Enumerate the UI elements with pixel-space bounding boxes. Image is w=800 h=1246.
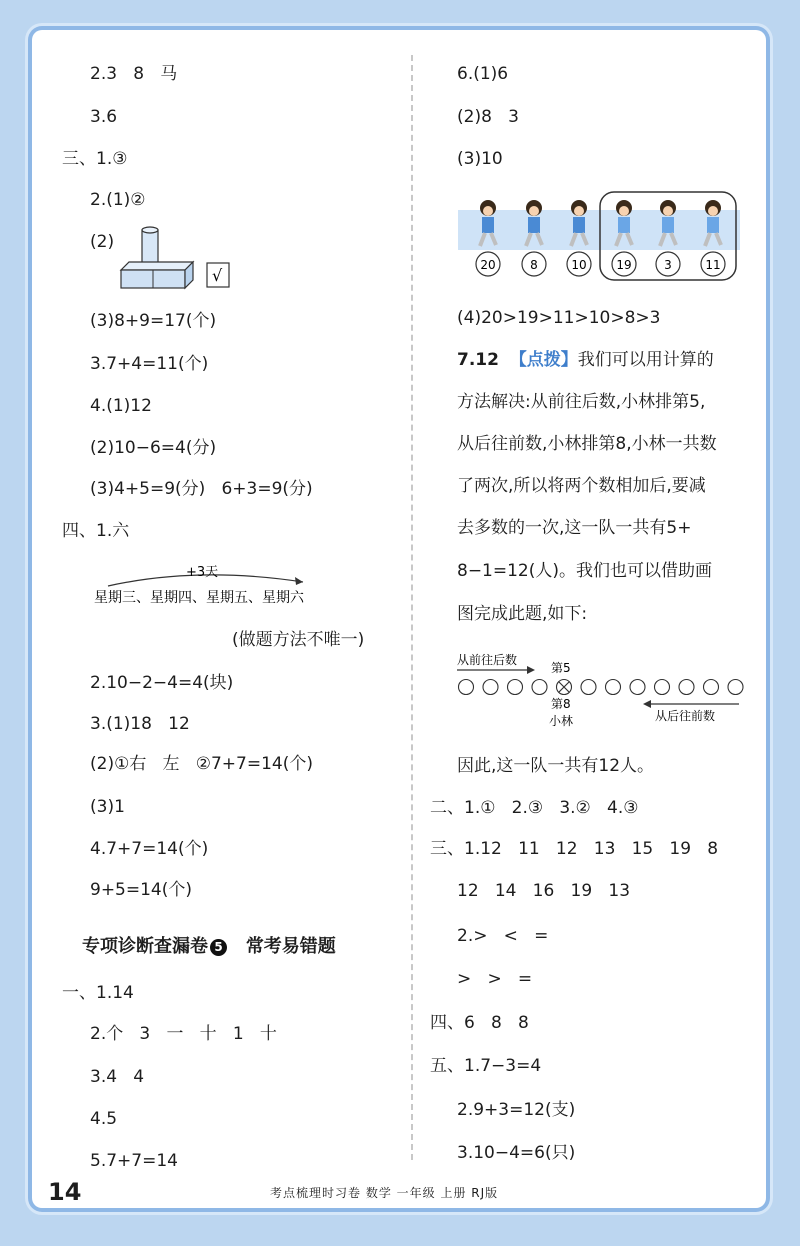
- answer-line: 6.(1)6: [457, 64, 509, 84]
- check-mark: √: [212, 266, 223, 285]
- answer-line: 4.7+7=14(个): [90, 839, 209, 859]
- queue-circle: [483, 680, 498, 695]
- page-number: 14: [48, 1178, 82, 1206]
- question-number: 7.12: [457, 350, 499, 370]
- queue-circle: [459, 680, 474, 695]
- runner-number: 3: [664, 258, 672, 272]
- answer-line: 3.10−4=6(只): [457, 1143, 576, 1163]
- answer-line: (3)10: [457, 149, 503, 169]
- runner-body: [707, 217, 719, 233]
- section-heading: 五、1.7−3=4: [430, 1056, 542, 1076]
- queue-circle: [704, 680, 719, 695]
- runner-face: [574, 206, 584, 216]
- runner-number: 10: [571, 258, 587, 272]
- runner-number: 8: [530, 258, 538, 272]
- section-title: [82, 932, 336, 958]
- queue-circle: [630, 680, 645, 695]
- answer-line: (2)10−6=4(分): [90, 438, 217, 458]
- section-number-badge: 5: [210, 939, 227, 956]
- front-label: 从前往后数: [457, 653, 518, 667]
- cuboid-top: [121, 262, 193, 270]
- queue-circle: [728, 680, 743, 695]
- arc-label: +3天: [186, 565, 219, 580]
- answer-line: 2.10−2−4=4(块): [90, 673, 234, 693]
- answer-line: (2)8 3: [457, 107, 519, 127]
- explanation-line: 去多数的一次,这一队一共有5+: [457, 518, 692, 538]
- answer-line: (2)①右 左 ②7+7=14(个): [90, 754, 314, 774]
- track-band: [458, 210, 740, 250]
- answer-line: 4.5: [90, 1109, 118, 1129]
- answer-line: 2.9+3=12(支): [457, 1100, 576, 1120]
- queue-circle: [655, 680, 670, 695]
- days-figure: [88, 558, 368, 608]
- runners-figure: [458, 188, 740, 284]
- answer-line: 12 14 16 19 13: [457, 881, 631, 901]
- block-figure: [115, 225, 245, 295]
- explanation-line: 8−1=12(人)。我们也可以借助画: [457, 561, 713, 581]
- cylinder-top: [142, 227, 158, 233]
- xiaolin-label: 小林: [549, 714, 574, 728]
- runner-body: [528, 217, 540, 233]
- back-label: 从后往前数: [655, 709, 716, 723]
- hint-text: 我们可以用计算的: [577, 350, 714, 370]
- answer-line: 2.个 3 一 十 1 十: [90, 1024, 277, 1044]
- runner-face: [663, 206, 673, 216]
- position-8-label: 第8: [551, 697, 571, 711]
- answer-line: 5.7+7=14: [90, 1151, 178, 1171]
- runner-body: [573, 217, 585, 233]
- answer-line: 3.(1)18 12: [90, 714, 190, 734]
- days-text: 星期三、星期四、星期五、星期六: [94, 590, 304, 606]
- answer-line: 2.3 8 马: [90, 64, 178, 84]
- queue-figure: [455, 650, 745, 730]
- section-heading: 一、1.14: [62, 983, 134, 1003]
- runner-face: [529, 206, 539, 216]
- runner-body: [482, 217, 494, 233]
- section-heading: 三、1.12 11 12 13 15 19 8: [430, 839, 719, 859]
- queue-circle: [679, 680, 694, 695]
- runner-face: [708, 206, 718, 216]
- explanation-line: 因此,这一队一共有12人。: [457, 756, 655, 776]
- column-divider: [411, 55, 413, 1160]
- answer-line: (4)20>19>11>10>8>3: [457, 308, 661, 328]
- answer-line: 3.6: [90, 107, 118, 127]
- explanation-line: 方法解决:从前往后数,小林排第5,: [457, 392, 706, 412]
- runner-body: [662, 217, 674, 233]
- queue-circle: [532, 680, 547, 695]
- answer-line: > > =: [457, 969, 533, 989]
- explanation-line: 了两次,所以将两个数相加后,要减: [457, 476, 706, 496]
- runner-number: 19: [616, 258, 632, 272]
- section-heading: 二、1.① 2.③ 3.② 4.③: [430, 798, 639, 818]
- runner-face: [483, 206, 493, 216]
- answer-line: (3)8+9=17(个): [90, 311, 217, 331]
- answer-line: 3.7+4=11(个): [90, 354, 209, 374]
- runner-body: [618, 217, 630, 233]
- note-text: (做题方法不唯一): [232, 630, 365, 650]
- queue-circle: [508, 680, 523, 695]
- explanation-line: [457, 349, 714, 371]
- answer-line: 9+5=14(个): [90, 880, 193, 900]
- footer-text: 考点梳理时习卷 数学 一年级 上册 RJ版: [270, 1186, 499, 1200]
- answer-line: (3)4+5=9(分) 6+3=9(分): [90, 479, 313, 499]
- answer-line: 4.(1)12: [90, 396, 152, 416]
- section-heading: 四、6 8 8: [430, 1013, 529, 1033]
- answer-line: (3)1: [90, 797, 125, 817]
- answer-line: (2): [90, 232, 115, 252]
- answer-line: 2.(1)②: [90, 190, 146, 210]
- section-heading: 三、1.③: [62, 149, 128, 169]
- runner-number: 20: [480, 258, 496, 272]
- answer-line: 2.> < =: [457, 926, 549, 946]
- runner-face: [619, 206, 629, 216]
- queue-circle: [606, 680, 621, 695]
- section-title-text: 专项诊断查漏卷: [82, 936, 208, 957]
- hint-label: 【点拨】: [509, 350, 578, 370]
- explanation-line: 从后往前数,小林排第8,小林一共数: [457, 434, 717, 454]
- section-subtitle: 常考易错题: [245, 936, 336, 957]
- queue-circle: [581, 680, 596, 695]
- section-heading: 四、1.六: [62, 521, 130, 541]
- explanation-line: 图完成此题,如下:: [457, 604, 588, 624]
- position-5-label: 第5: [551, 661, 571, 675]
- runner-number: 11: [705, 258, 721, 272]
- answer-line: 3.4 4: [90, 1067, 145, 1087]
